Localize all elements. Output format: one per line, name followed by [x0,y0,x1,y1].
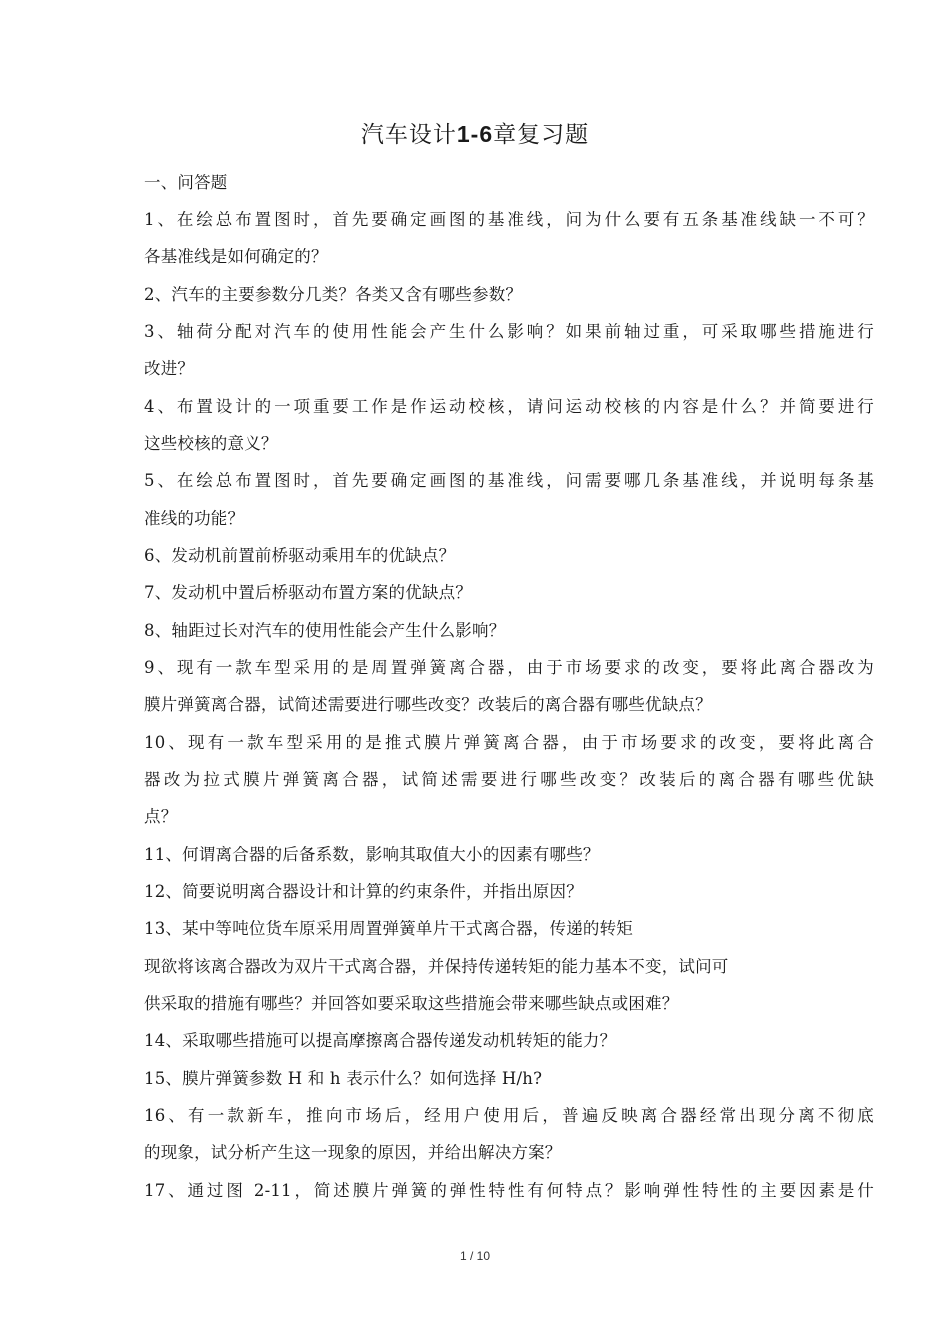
question-line: 17、通过图 2-11，简述膜片弹簧的弹性特性有何特点？影响弹性特性的主要因素是什 [144,1181,874,1200]
title-range: 1-6 [456,121,494,147]
question-line: 改进？ [144,359,195,378]
question-line: 2、汽车的主要参数分几类？各类又含有哪些参数？ [144,285,523,304]
question-line: 10、现有一款车型采用的是推式膜片弹簧离合器，由于市场要求的改变，要将此离合 [144,733,874,752]
question-line: 器改为拉式膜片弹簧离合器，试简述需要进行哪些改变？改装后的离合器有哪些优缺 [144,770,874,789]
question-line: 7、发动机中置后桥驱动布置方案的优缺点？ [144,583,472,602]
question-line: 14、采取哪些措施可以提高摩擦离合器传递发动机转矩的能力？ [144,1031,617,1050]
question-line: 3、轴荷分配对汽车的使用性能会产生什么影响？如果前轴过重，可采取哪些措施进行 [144,322,874,341]
title-suffix: 章复习题 [493,122,590,148]
section-heading: 一、问答题 [144,173,228,192]
question-line: 9、现有一款车型采用的是周置弹簧离合器，由于市场要求的改变，要将此离合器改为 [144,658,874,677]
title-prefix: 汽车设计 [360,122,457,148]
question-line: 准线的功能？ [144,509,245,528]
question-line: 6、发动机前置前桥驱动乘用车的优缺点？ [144,546,456,565]
question-line: 16、有一款新车，推向市场后，经用户使用后，普遍反映离合器经常出现分离不彻底 [144,1106,874,1125]
question-line: 供采取的措施有哪些？并回答如要采取这些措施会带来哪些缺点或困难？ [144,994,679,1013]
question-line: 5、在绘总布置图时，首先要确定画图的基准线，问需要哪几条基准线，并说明每条基 [144,471,874,490]
question-line: 11、何谓离合器的后备系数，影响其取值大小的因素有哪些？ [144,845,600,864]
question-line: 膜片弹簧离合器，试简述需要进行哪些改变？改装后的离合器有哪些优缺点？ [144,695,712,714]
question-line: 12、简要说明离合器设计和计算的约束条件，并指出原因？ [144,882,583,901]
question-line: 点？ [144,807,178,826]
question-line: 各基准线是如何确定的？ [144,247,328,266]
document-title [0,116,950,153]
question-line: 现欲将该离合器改为双片干式离合器，并保持传递转矩的能力基本不变，试问可 [144,957,729,976]
question-line: 1、在绘总布置图时，首先要确定画图的基准线，问为什么要有五条基准线缺一不可？ [144,210,874,229]
question-line: 8、轴距过长对汽车的使用性能会产生什么影响？ [144,621,506,640]
question-line: 13、某中等吨位货车原采用周置弹簧单片干式离合器，传递的转矩 [144,919,633,938]
question-line: 4、布置设计的一项重要工作是作运动校核，请问运动校核的内容是什么？并简要进行 [144,397,874,416]
page-number: 1 / 10 [459,1249,491,1263]
question-line: 15、膜片弹簧参数 H 和 h 表示什么？如何选择 H/h? [144,1069,543,1088]
question-line: 的现象，试分析产生这一现象的原因，并给出解决方案？ [144,1143,562,1162]
question-line: 这些校核的意义？ [144,434,278,453]
